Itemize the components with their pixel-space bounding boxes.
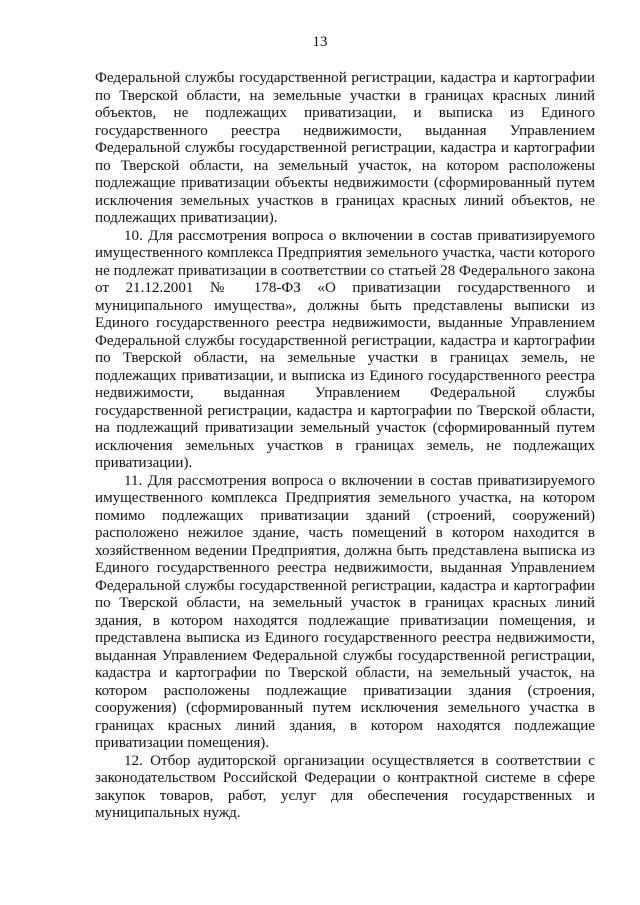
paragraph-continuation: Федеральной службы государственной регистрации, кадастра и картографии по Тверской области, на земельные участки в границах красных линий объектов, не подлежащих приватизации, и выписка из Единого государственного реестра недвижимости, выданная Управлением Федеральной службы государственной регистрации, кадастра и картографии по Тверской области, на земельный участок, на котором расположены подлежащие приватизации объекты недвижимости (сформированный путем исключения земельных участков в границах красных линий объектов, не подлежащих приватизации). <box>95 70 595 226</box>
page-number: 13 <box>312 34 328 50</box>
paragraph-10: 10. Для рассмотрения вопроса о включении в состав приватизируемого имущественного комплекса Предприятия земельного участка, части которого не подлежат приватизации в соответствии со статьей 28 Федерального закона от 21.12.2001 № 178-ФЗ «О приватизации государственного и муниципального имущества», должны быть представлены выписки из Единого государственного реестра недвижимости, выданные Управлением Федеральной службы государственной регистрации, кадастра и картографии по Тверской области, на земельные участки в границах земель, не подлежащих приватизации, и выписка из Единого государственного реестра недвижимости, выданная Управлением Федеральной службы государственной регистрации, кадастра и картографии по Тверской области, на подлежащий приватизации земельный участок (сформированный путем исключения земельных участков в границах земель, не подлежащих приватизации). <box>95 227 595 471</box>
paragraph-11: 11. Для рассмотрения вопроса о включении в состав приватизируемого имущественного комплекса Предприятия земельного участка, на котором помимо подлежащих приватизации зданий (строений, сооружений) расположено нежилое здание, часть помещений в котором находится в хозяйственном ведении Предприятия, должна быть представлена выписка из Единого государственного реестра недвижимости, выданная Управлением Федеральной службы государственной регистрации, кадастра и картографии по Тверской области, на земельный участок в границах красных линий здания, в котором находятся подлежащие приватизации помещения, и представлена выписка из Единого государственного реестра недвижимости, выданная Управлением Федеральной службы государственной регистрации, кадастра и картографии по Тверской области, на земельный участок, на котором расположены подлежащие приватизации здания (строения, сооружения) (сформированный путем исключения земельного участка в границах красных линий здания, в котором находятся подлежащие приватизации помещения). <box>95 472 595 751</box>
paragraph-12: 12. Отбор аудиторской организации осуществляется в соответствии с законодательством Российской Федерации о контрактной системе в сфере закупок товаров, работ, услуг для обеспечения государственных и муниципальных нужд. <box>95 752 595 821</box>
document-body <box>95 70 595 823</box>
